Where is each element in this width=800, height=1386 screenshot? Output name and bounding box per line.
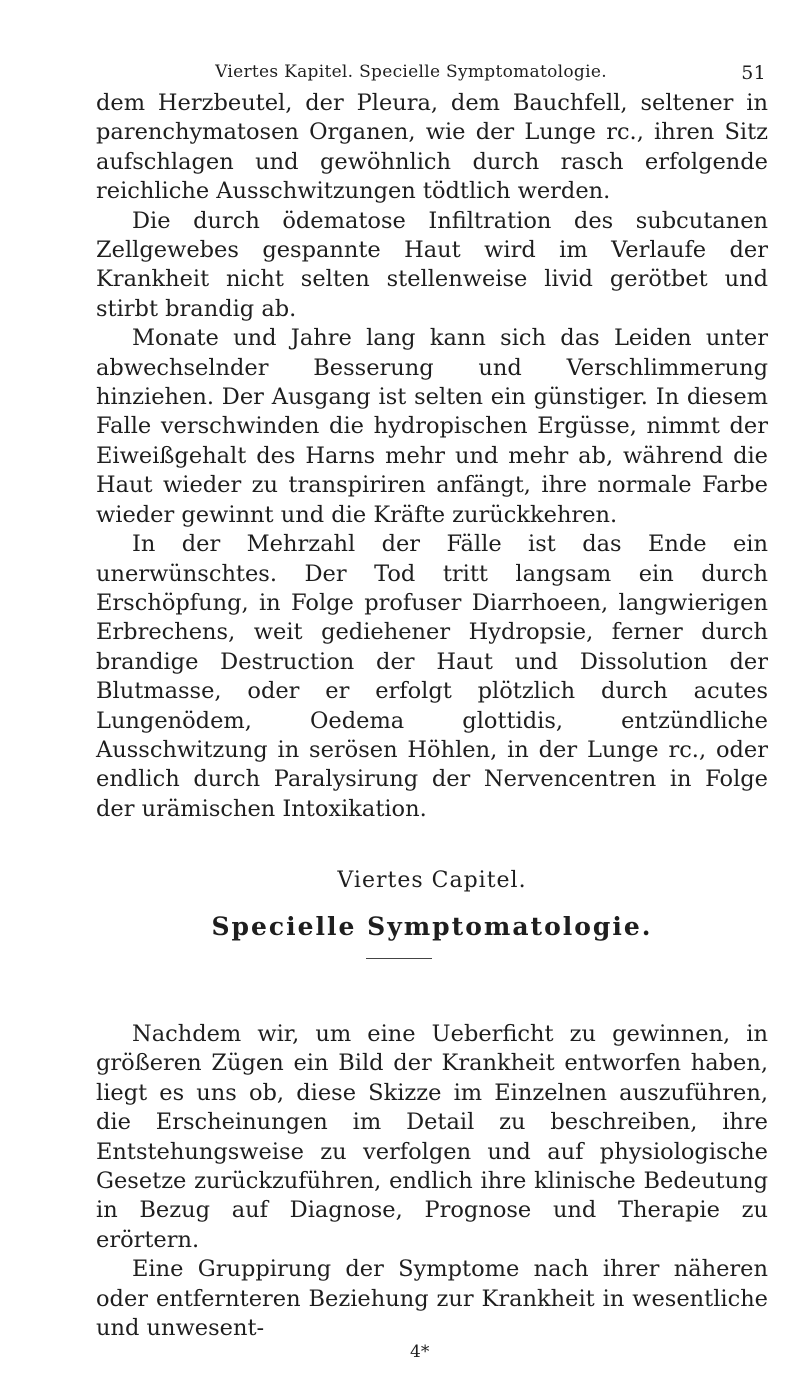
paragraph: Nachdem wir, um eine Ueberficht zu gewinnen, in größeren Zügen ein Bild der Krankheit entworfen haben, liegt es uns ob, diese Skizze im Einzelnen auszuführen, die Erscheinungen im Detail zu beschreiben, ihre Entstehungsweise zu verfolgen und auf physiologische Gesetze zurückzuführen, endlich ihre klinische Bedeutung in Bezug auf Diagnose, Prognose und Therapie zu erörtern.	[96, 1021, 768, 1253]
paragraph-continued: dem Herzbeutel, der Pleura, dem Bauchfell, seltener in parenchymatosen Organen, wie der Lunge rc., ihren Sitz aufschlagen und gewöhnlich durch rasch erfolgende reichliche Ausschwitzungen tödtlich werden.	[96, 90, 768, 205]
paragraph: Monate und Jahre lang kann sich das Leiden unter abwechselnder Besserung und Verschlimmerung hinziehen. Der Ausgang ist selten ein günstiger. In diesem Falle verschwinden die hydropischen Ergüsse, nimmt der Eiweißgehalt des Harns mehr und mehr ab, während die Haut wieder zu transpiriren anfängt, ihre normale Farbe wieder gewinnt und die Kräfte zurückkehren.	[96, 325, 768, 528]
signature-mark: 4*	[410, 1342, 430, 1362]
page-number: 51	[741, 62, 766, 84]
chapter-title: Specielle Symptomatologie.	[211, 912, 653, 941]
paragraph: Die durch ödematose Infiltration des subcutanen Zellgewebes gespannte Haut wird im Verlaufe der Krankheit nicht selten stellenweise livid gerötbet und stirbt brandig ab.	[96, 207, 768, 322]
paragraph: Eine Gruppirung der Symptome nach ihrer näheren oder entfernteren Beziehung zur Krankheit in wesentliche und unwesent-	[96, 1256, 768, 1342]
paragraph: In der Mehrzahl der Fälle ist das Ende ein unerwünschtes. Der Tod tritt langsam ein durch Erschöpfung, in Folge profuser Diarrhoeen, langwierigen Erbrechens, weit gediehener Hydropsie, ferner durch brandige Destruction der Haut und Dissolution der Blutmasse, oder er erfolgt plötzlich durch acutes Lungenödem, Oedema glottidis, entzündliche Ausschwitzung in serösen Höhlen, in der Lunge rc., oder endlich durch Paralysirung der Nervencentren in Folge der urämischen Intoxikation.	[96, 531, 768, 822]
chapter-label: Viertes Capitel.	[337, 868, 527, 893]
running-head	[96, 62, 766, 86]
running-head-title: Viertes Kapitel. Specielle Symptomatologie.	[215, 62, 607, 82]
body-text-top	[96, 89, 768, 824]
body-text-bottom	[96, 1020, 768, 1343]
chapter-divider	[366, 958, 432, 959]
